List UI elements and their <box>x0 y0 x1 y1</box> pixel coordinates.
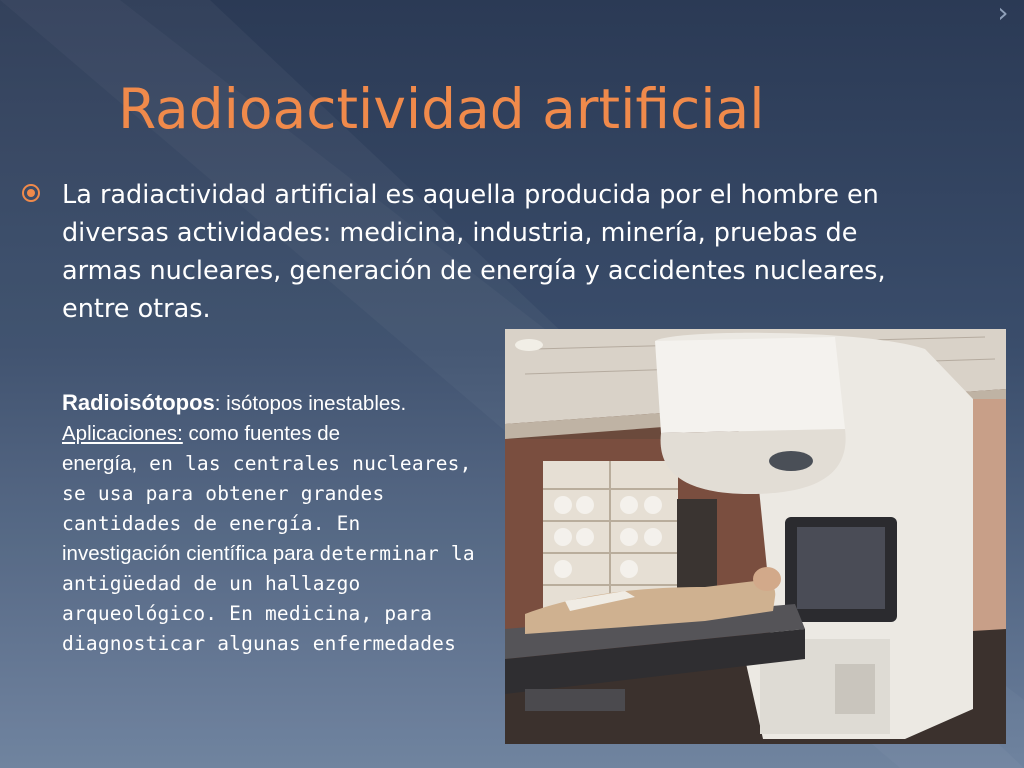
term-radioisotopos: Radioisótopos <box>62 390 215 415</box>
applications-text-4: investigación científica para <box>62 542 314 565</box>
bullet-text: La radiactividad artificial es aquella producida por el hombre en diversas actividades: medicina, industria, minería, pruebas de armas nucleares, generación de energía y accidentes nucleares, entre otras. <box>62 180 886 324</box>
chevron-right-icon[interactable]: › <box>997 0 1009 29</box>
applications-text-1: como fuentes de <box>182 422 341 445</box>
radiotherapy-illustration <box>505 329 1006 744</box>
applications-text-5: determinar la antigüedad de un hallazgo arqueológico. En medicina, para diagnosticar algunas enfermedades <box>62 542 475 655</box>
applications-text-3: en las centrales nucleares, se usa para obtener grandes cantidades de energía. En <box>62 452 472 535</box>
radiotherapy-photo <box>505 329 1006 744</box>
slide-title: Radioactividad artificial <box>118 77 765 141</box>
applications-label: Aplicaciones: <box>62 422 183 445</box>
applications-text-2: energía, <box>62 452 138 475</box>
term-definition: : isótopos inestables. <box>214 392 407 415</box>
bullet-circle-icon <box>22 184 40 202</box>
radioisotopes-text <box>62 388 506 659</box>
